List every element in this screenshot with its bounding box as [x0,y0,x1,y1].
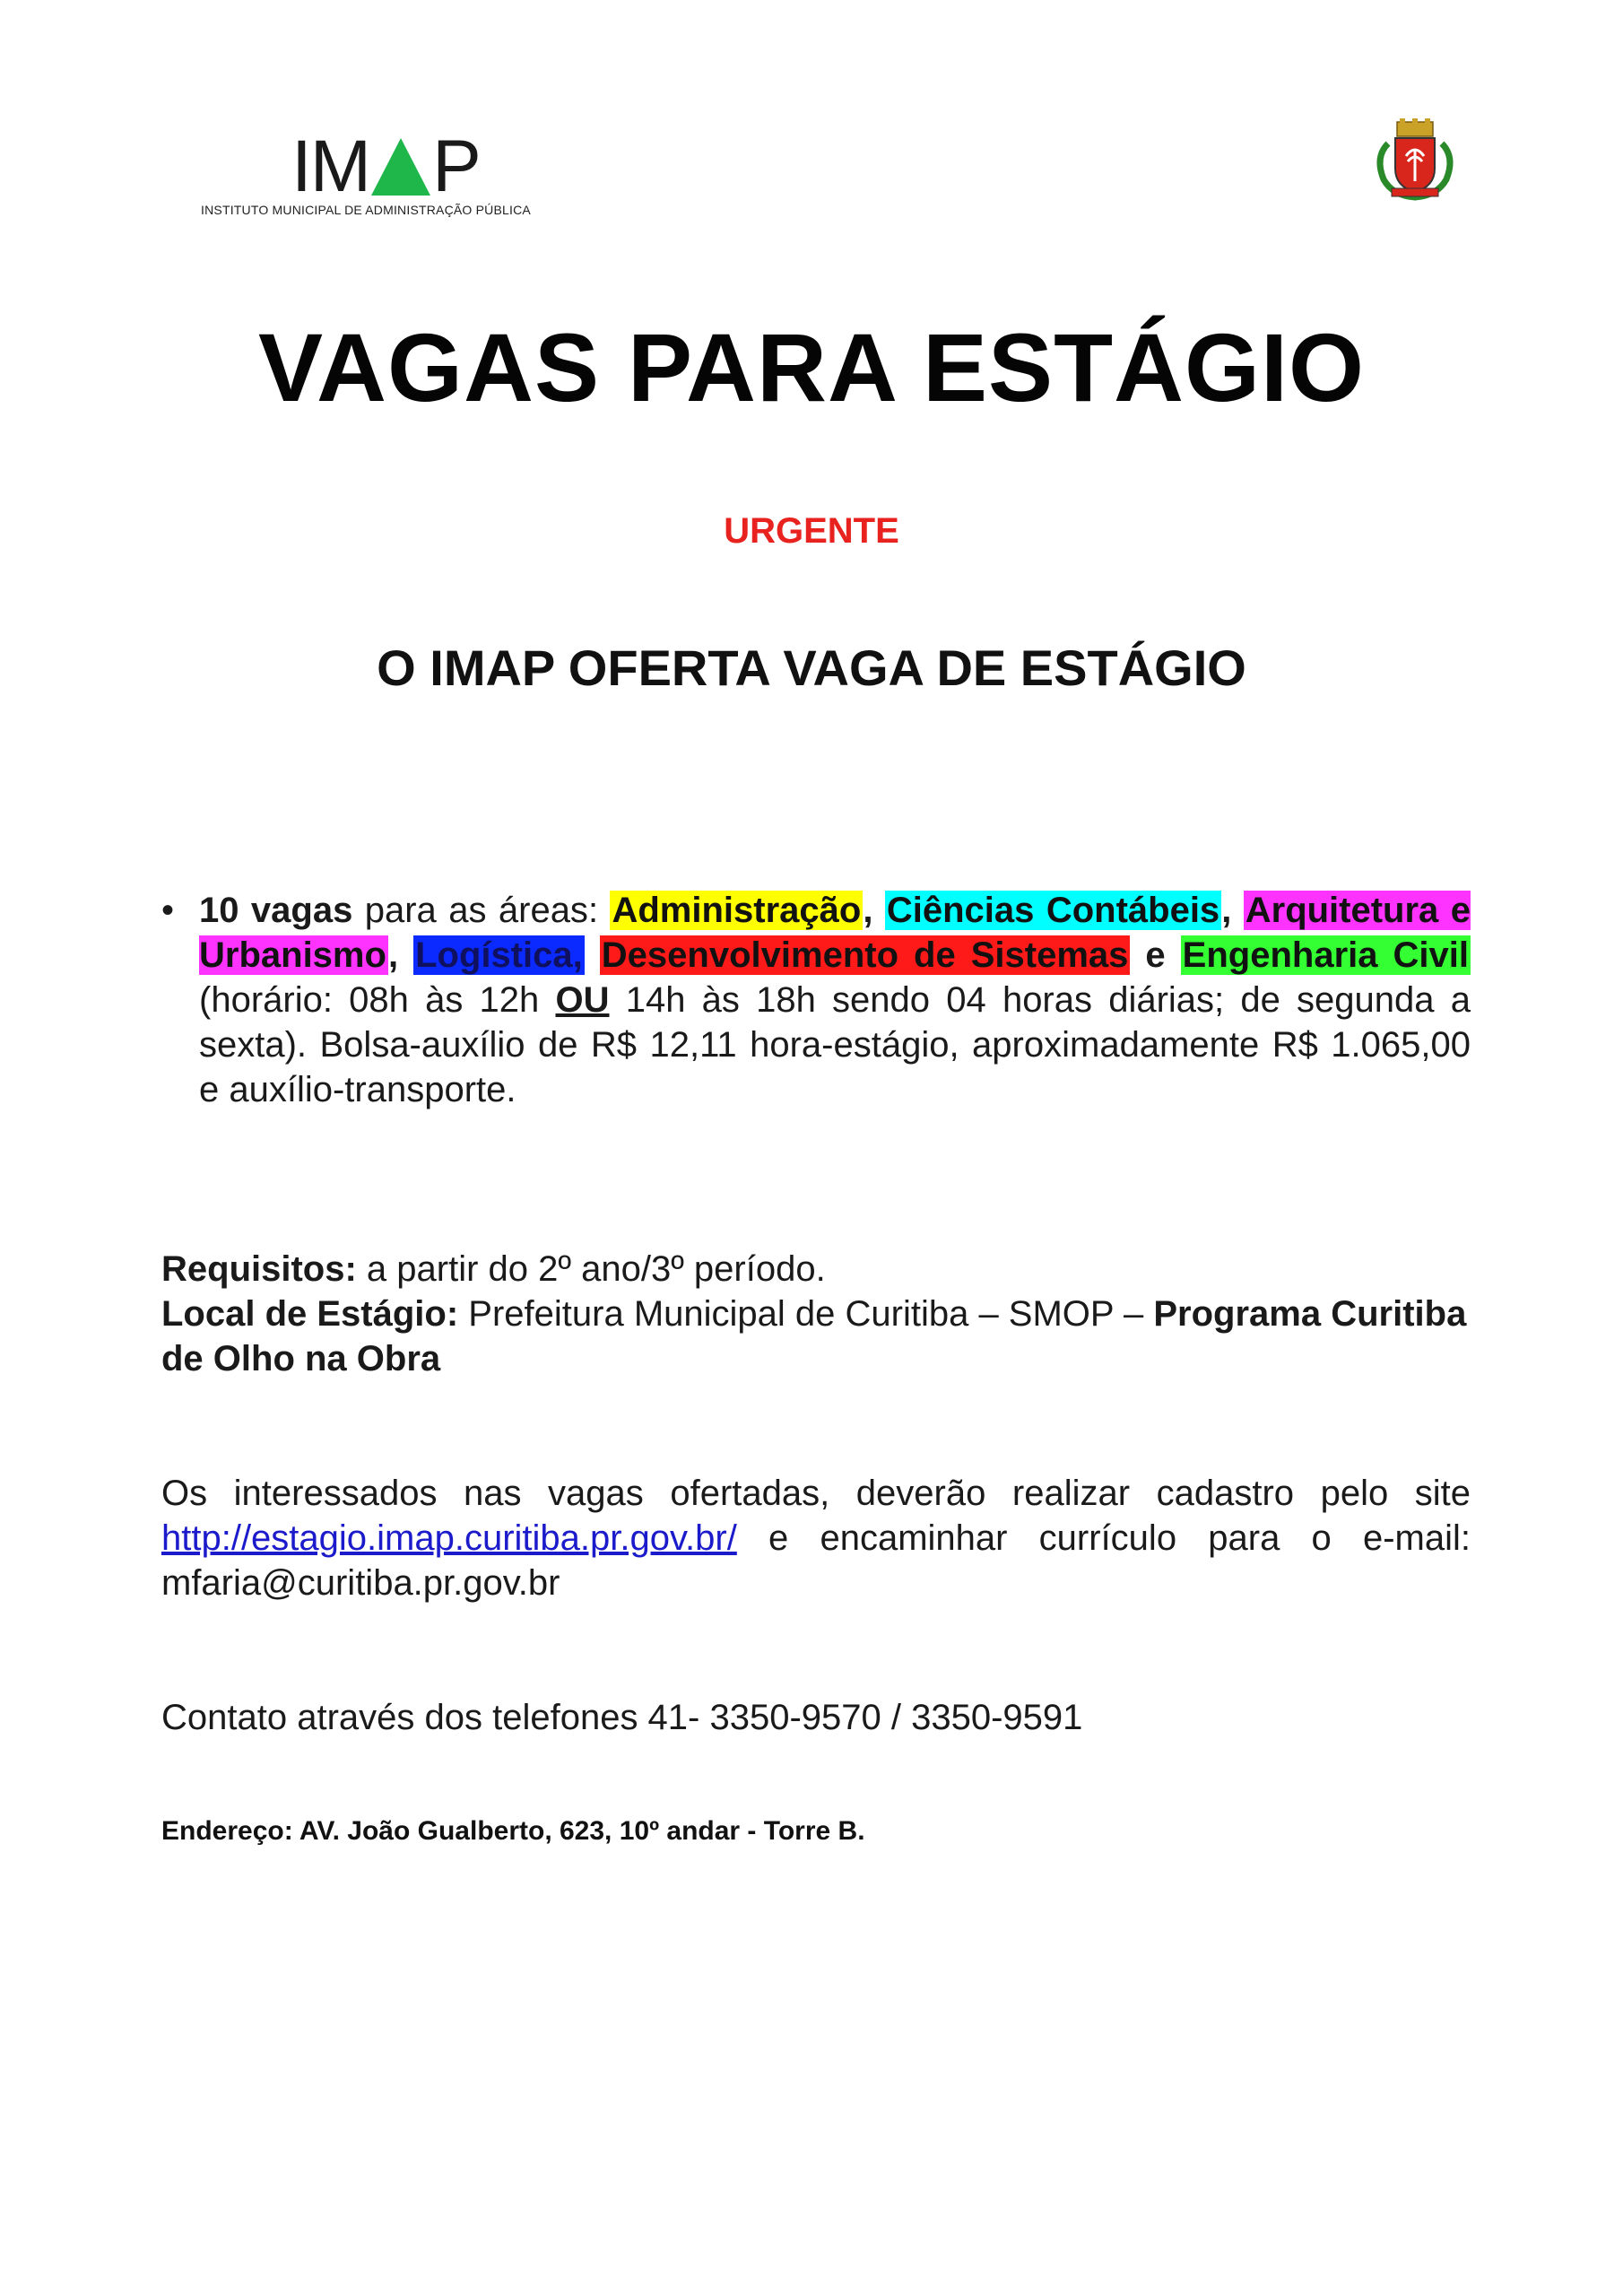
registration-paragraph [161,1471,1471,1605]
logo-letters-right: P [432,126,480,207]
offer-intro: para as áreas: [352,891,611,930]
location-value: Prefeitura Municipal de Curitiba – SMOP – [458,1294,1154,1334]
area-separator-and: e [1145,935,1166,975]
requirements-value: a partir do 2º ano/3º período. [356,1249,826,1289]
logo-subtitle: INSTITUTO MUNICIPAL DE ADMINISTRAÇÃO PÚBLICA [201,203,531,217]
offer-text [199,888,1471,1112]
registration-text-b: e encaminhar currículo para o e-mail: mfaria@curitiba.pr.gov.br [161,1518,1471,1603]
offer-bullet [161,888,1471,1112]
requirements-label: Requisitos: [161,1249,357,1289]
location-line [161,1292,1471,1381]
page-title: VAGAS PARA ESTÁGIO [257,313,1366,422]
area-arquitetura: Arquitetura e Urbanismo [199,891,1471,975]
area-separator: , [1221,891,1232,930]
location-program: Programa Curitiba de Olho na Obra [161,1294,1467,1378]
urgent-label: URGENTE [724,511,899,551]
area-logistica: Logística, [415,935,583,975]
vacancy-count: 10 vagas [199,891,353,930]
contact-phones: Contato através dos telefones 41- 3350-9570 / 3350-9591 [161,1698,1083,1737]
schedule-or: OU [555,980,610,1020]
area-engenharia-civil: Engenharia Civil [1182,935,1469,975]
offer-heading: O IMAP OFERTA VAGA DE ESTÁGIO [377,639,1246,696]
schedule-text-b: 14h às 18h sendo 04 horas diárias; de segunda a sexta). Bolsa-auxílio de R$ 12,11 hora-estágio, aproximadamente R$ 1.065,00 e auxílio-transporte. [199,980,1471,1109]
area-separator: , [387,935,399,975]
area-ciencias-contabeis: Ciências Contábeis [886,891,1220,930]
area-desenvolvimento-sistemas: Desenvolvimento de Sistemas [601,935,1129,975]
location-label: Local de Estágio: [161,1294,459,1334]
requirements-line [161,1247,1471,1292]
registration-link[interactable]: http://estagio.imap.curitiba.pr.gov.br/ [161,1518,737,1558]
bullet-icon: • [161,891,175,930]
area-administracao: Administração [612,891,862,930]
requirements-block [161,1247,1471,1381]
schedule-text-a: (horário: 08h às 12h [199,980,556,1020]
address: Endereço: AV. João Gualberto, 623, 10º andar - Torre B. [161,1816,865,1846]
imap-logo [197,126,556,224]
imap-logo-wordmark [291,126,480,207]
registration-text-a: Os interessados nas vagas ofertadas, deverão realizar cadastro pelo site [161,1474,1471,1513]
logo-letters-left: IM [291,126,370,207]
logo-triangle-icon [371,138,430,196]
area-separator: , [863,891,873,930]
curitiba-crest-icon [1370,117,1460,202]
